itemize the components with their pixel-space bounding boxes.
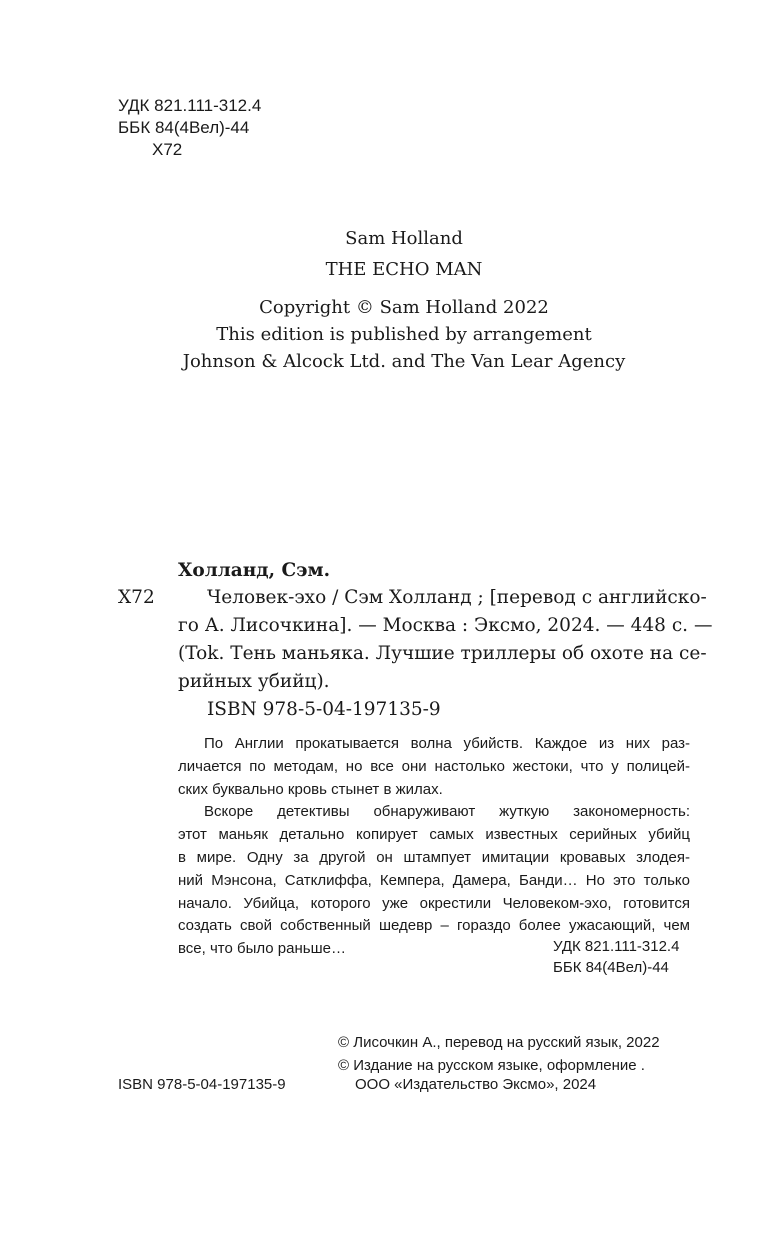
annotation-line: создать свой собственный шедевр – гораздо более ужасающий, чем — [178, 917, 690, 935]
original-agency: Johnson & Alcock Ltd. and The Van Lear Agency — [182, 351, 626, 372]
original-title: THE ECHO MAN — [325, 259, 483, 280]
record-sign: Х72 — [118, 587, 155, 608]
record-line: го А. Лисочкина]. — Москва : Эксмо, 2024. — 448 с. — — [178, 615, 713, 636]
original-edition-note: This edition is published by arrangement — [216, 324, 592, 345]
record-line: (Tok. Тень маньяка. Лучшие триллеры об охоте на се- — [178, 643, 707, 664]
original-copyright: Copyright © Sam Holland 2022 — [259, 297, 549, 318]
annotation-line: этот маньяк детально копирует самых известных серийных убийц — [178, 826, 690, 844]
annotation — [178, 733, 690, 961]
copyright-translation: © Лисочкин А., перевод на русский язык, 2022 — [338, 1034, 660, 1051]
record-line: рийных убийц). — [178, 671, 330, 692]
bbk-code-top: ББК 84(4Вел)-44 — [118, 118, 250, 137]
udk-code-top: УДК 821.111-312.4 — [118, 96, 262, 115]
record-isbn: ISBN 978-5-04-197135-9 — [207, 699, 441, 720]
bbk-code-bottom: ББК 84(4Вел)-44 — [553, 959, 669, 976]
annotation-line: ний Мэнсона, Сатклиффа, Кемпера, Дамера, Банди… Но это только — [178, 871, 690, 889]
annotation-line: Вскоре детективы обнаруживают жуткую закономерность: — [204, 803, 690, 821]
annotation-line: все, что было раньше… — [178, 940, 346, 958]
original-author: Sam Holland — [345, 228, 463, 249]
author-sign-top: Х72 — [152, 140, 183, 159]
udk-code-bottom: УДК 821.111-312.4 — [553, 938, 680, 955]
publisher-copyright: ООО «Издательство Эксмо», 2024 — [355, 1076, 597, 1093]
annotation-line: ских буквально кровь стынет в жилах. — [178, 780, 443, 798]
annotation-line: начало. Убийца, которого уже окрестили Человеком-эхо, готовится — [178, 894, 690, 912]
annotation-line: По Англии прокатывается волна убийств. Каждое из них раз- — [204, 735, 690, 752]
record-line: Человек-эхо / Сэм Холланд ; [перевод с английско- — [207, 587, 707, 608]
footer-isbn: ISBN 978-5-04-197135-9 — [118, 1076, 286, 1093]
annotation-line: личается по методам, но все они настолько жестоки, что у полицей- — [178, 757, 690, 775]
copyright-edition: © Издание на русском языке, оформление . — [338, 1057, 645, 1074]
record-heading: Холланд, Сэм. — [178, 560, 331, 581]
annotation-line: в мире. Одну за другой он штампует имитации кровавых злодея- — [178, 848, 690, 866]
